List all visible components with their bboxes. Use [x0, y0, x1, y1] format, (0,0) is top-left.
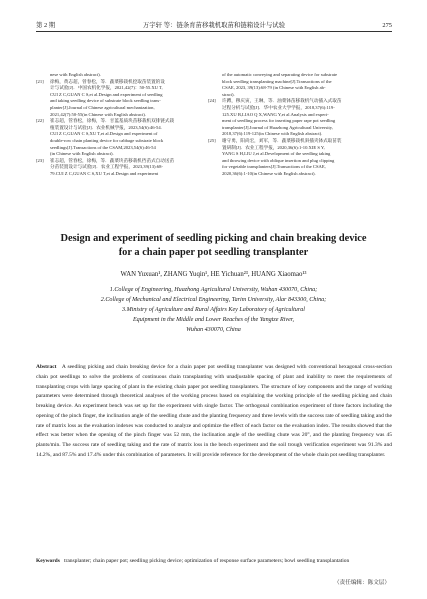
reference-line: 置研制[J]．农业工程学报，2020,36(6):1-10.XIE S Y, [222, 144, 325, 150]
editor-note: （责任编辑：陈文层） [334, 580, 390, 586]
abstract [36, 363, 392, 461]
references-right-column [208, 72, 384, 178]
reference-line: 谢守勇，阳尚宏，刘军，等．蔬菜移栽机斜插夹钵式取苗装 [222, 137, 342, 143]
reference-line: seedlings[J].Transactions of the CSAM,2023,54(6):46-54 [50, 144, 156, 150]
page-number: 275 [382, 22, 392, 29]
authors: WAN Yuxuan¹, ZHANG Yuqin¹, HE Yichuan²³, HUANG Xiaomao¹³ [120, 271, 307, 278]
affiliation-line: Wuhan 430070, China [186, 326, 241, 333]
abstract-text: A seedling picking and chain breaking device for a chain paper pot seedling transplanter was designed with conventional hexagonal cross-section chain pot seedlings to solve the problems of continuous chain transplanting with unadjustable spacing of plant and inability to meet the requirements of transplanting crops with large spacing of plant in the existing chain paper pot seedling transplanters. The structure of key components and the range of working parameters were determined through theoretical analyses of the working process based on explaining the working principle of the seedling picking and chain breaking device. An experiment bench was set up for the experiment with single factor. The orthogonal combination experiment of three factors including the opening of the pinch finger, the inclination angle of the seedling chute and the planting frequency and three levels with the success rate of seedling taking and the rate of matrix loss as the evaluation indexes was conducted to analyze and optimize the effect of each factor on the evaluation index. The results showed that the effect was better when the opening of the pinch finger was 52 mm, the inclination angle of the seedling chute was 20°, and the planting frequency was 45 plants/min. The success rate of seedling taking and the rate of matrix loss in the bench experiment and the soil trough verification experiment was 91.3% and 14.2%, and 87.5% and 17.4% under this combination of parameters. It will provide reference for the development of the whole chain pot seedling transplanter. [36, 364, 392, 458]
reference-line: and throwing device with oblique insertion and plug clipping [222, 157, 335, 163]
reference-line: double-row chain planting device for cabbage substrate block [50, 137, 164, 143]
reference-line: for vegetable transplanters[J].Transactions of the CSAE, [222, 164, 326, 170]
reference-line: CUI Z C,GUAN C S,XU T,et al.Design and experiment of [50, 131, 158, 137]
reference-line: ment of seedling process for inserting paper rape pot seedling [222, 118, 336, 124]
reference-line: planter[J].Journal of Chinese agricultural mechanization, [50, 104, 155, 110]
reference-line: 分苗装置设计与试验[J]．农业工程学报，2023,39(13):68- [50, 164, 163, 170]
reference-line: 2020,36(6):1-10(in Chinese with English abstract). [222, 170, 316, 176]
affiliation-line: 3.Ministry of Agriculture and Rural Affairs Key Laboratory of Agricultural [122, 306, 305, 313]
reference-line: 崔志超，管春松，徐梅，等．甘蓝基质块苗移栽机双排链式栽 [50, 118, 175, 124]
issue-number: 第 2 期 [36, 22, 56, 29]
reference-line: nese with English abstract). [50, 72, 101, 77]
reference-line: transplanter[J].Journal of Huazhong Agricultural University, [222, 124, 333, 130]
reference-line: CSAE, 2023, 39(13):68-79 (in Chinese with English ab- [222, 85, 326, 91]
reference-item [36, 158, 212, 178]
reference-item [36, 79, 212, 119]
paper-title-line: for a chain paper pot seedling transplanter [118, 246, 309, 258]
keywords-text: transplanter; chain paper pot; seedling picking device; optimization of response surface parameters; bowl seedling transplantation [63, 558, 350, 564]
paper-title-line: Design and experiment of seedling picking and chain breaking device [60, 233, 367, 244]
reference-item [36, 118, 212, 158]
reference-line: 125.XU B,LIAO Q X,WANG Y,et al.Analysis and experi- [222, 111, 329, 117]
reference-line: stract). [222, 91, 235, 97]
reference-number: [23] [36, 157, 44, 163]
reference-line: 2018,37(6):119-125(in Chinese with English abstract). [222, 131, 323, 137]
reference-line: 计与试验[J]．中国农机化学报，2021,42(7)：50-55.XU T, [50, 85, 163, 91]
reference-line: 崔志超，管春松，徐梅，等．蔬菜块苗移栽机挡苗式自动送苗 [50, 157, 175, 163]
running-title: 万宇轩 等：链条育苗移栽机取苗和链箱设计与试验 [142, 22, 286, 29]
reference-line: 2021,42(7):50-55(in Chinese with English abstract). [50, 111, 146, 117]
reference-number: [22] [36, 118, 44, 124]
reference-line: block seedling transplanting machine[J].Transactions of the [222, 78, 332, 84]
affiliation-line: 2.College of Mechanical and Electrical Engineering, Tarim University, Alar 843300, China; [100, 296, 327, 303]
reference-line: 植装置设计与试验[J]．农业机械学报，2023,54(6):46-54. [50, 124, 162, 130]
running-header [36, 20, 392, 32]
keywords [36, 557, 392, 567]
reference-line: (in Chinese with English abstract). [50, 151, 114, 157]
reference-number: [21] [36, 78, 44, 84]
affiliations [40, 286, 387, 336]
reference-line: of the automatic conveying and separating device for substrate [222, 72, 338, 77]
reference-number: [24] [208, 98, 216, 104]
keywords-label: Keywords [36, 558, 60, 564]
abstract-label: Abstract [36, 364, 57, 370]
affiliation-line: 1.College of Engineering, Huazhong Agricultural University, Wuhan 430070, China; [109, 287, 318, 293]
reference-line: 许蹲，穆庆寅，王琳，等．油菜钵苗移栽机气动插入式取苗 [222, 98, 342, 104]
reference-line: YANG S H,LIU J,et al.Development of the seedling taking [222, 151, 331, 157]
reference-line: and taking seedling device of substrate block seedling trans- [50, 98, 161, 104]
reference-line: 徐梅，黄志超，曾春松，等．蔬菜移栽机挖取苗装置的设 [50, 78, 165, 84]
reference-line: CUI Z C,GUAN C S,et al.Design and experiment of seedling [50, 91, 163, 97]
reference-line: 79.CUI Z C,GUAN C S,XU T,et al.Design and experiment [50, 170, 159, 176]
reference-item [208, 98, 384, 138]
reference-item [208, 138, 384, 178]
reference-item [208, 72, 384, 98]
affiliation-line: Equipment in the Middle and Lower Reaches of the Yangtze River, [132, 316, 295, 323]
reference-item [36, 72, 212, 79]
references-left-column [36, 72, 212, 178]
reference-number: [25] [208, 137, 216, 143]
reference-line: 过程分析与试验[J]．华中农业大学学报，2018,37(6):119- [222, 104, 335, 110]
paper-title [30, 232, 397, 259]
